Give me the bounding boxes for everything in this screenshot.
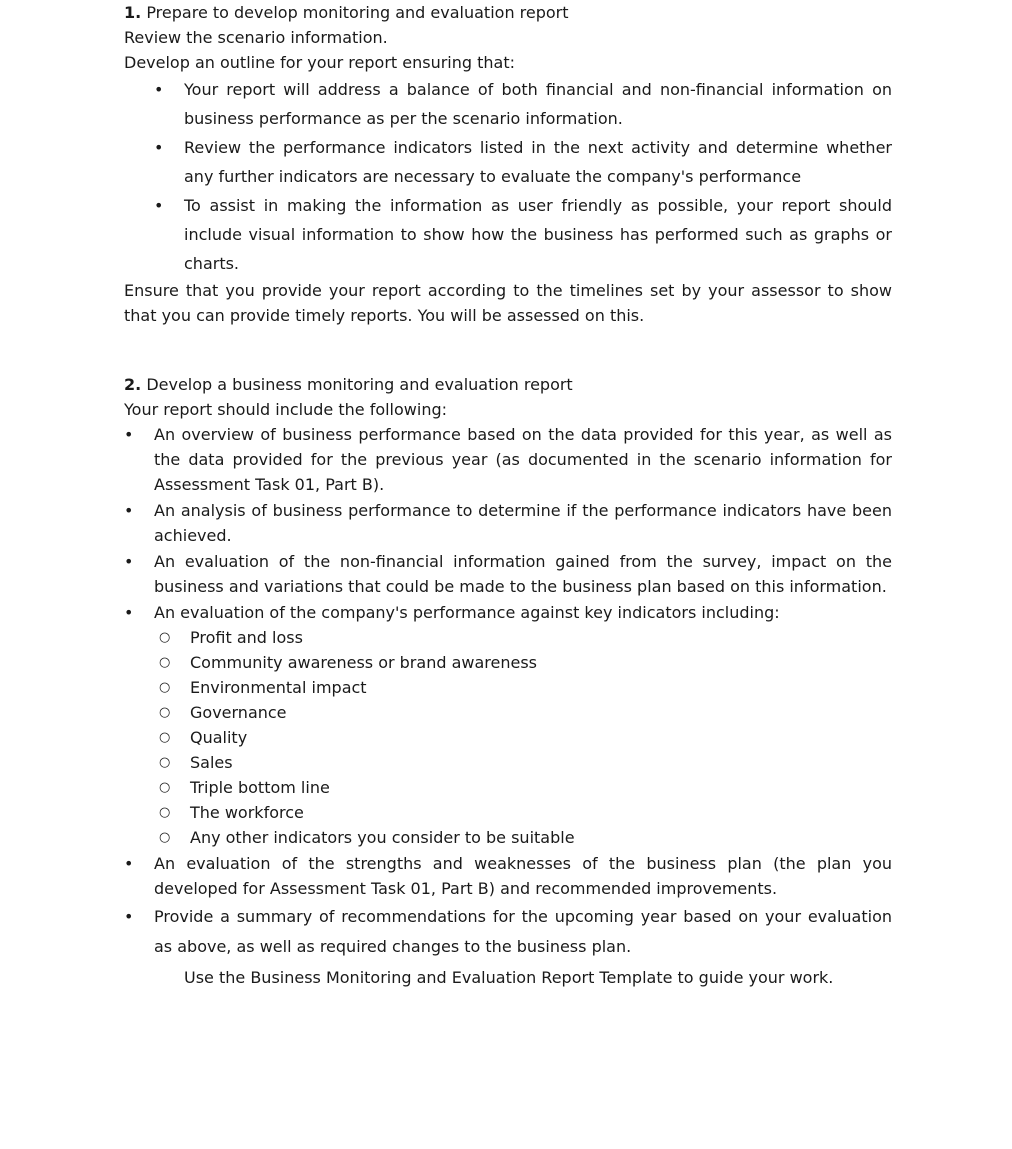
bullet-icon: •: [124, 854, 134, 873]
section-1-heading: [124, 0, 892, 25]
section-2-number: 2.: [124, 375, 142, 394]
indicator-item: [154, 775, 892, 800]
list-item-text: Your report will address a balance of both financial and non-financial information on business performance as per the scenario information.: [184, 80, 892, 128]
list-item: [124, 422, 892, 497]
section-2-intro: Your report should include the following:: [124, 400, 448, 419]
document-page: [124, 0, 892, 993]
indicator-text: Any other indicators you consider to be suitable: [190, 828, 575, 847]
list-item: [124, 75, 892, 133]
indicator-text: Profit and loss: [190, 628, 303, 647]
circle-bullet-icon: ○: [159, 830, 171, 845]
list-item-text: To assist in making the information as user friendly as possible, your report should include visual information to show how the business has performed such as graphs or charts.: [184, 196, 892, 273]
section-1-review-line: Review the scenario information.: [124, 28, 388, 47]
bullet-icon: •: [124, 907, 134, 926]
indicator-item: [154, 700, 892, 725]
indicator-list: [154, 625, 892, 850]
list-item: [124, 549, 892, 599]
circle-bullet-icon: ○: [159, 655, 171, 670]
section-1-bullet-list: [124, 75, 892, 278]
indicator-item: [154, 825, 892, 850]
bullet-icon: •: [124, 603, 134, 622]
indicator-text: Community awareness or brand awareness: [190, 653, 537, 672]
bullet-icon: •: [154, 196, 164, 215]
circle-bullet-icon: ○: [159, 780, 171, 795]
list-item-text: An overview of business performance based on the data provided for this year, as well as the data provided for the previous year (as documented in the scenario information for Assessment Task 01, Part B).: [154, 425, 892, 494]
section-2-title: Develop a business monitoring and evaluation report: [146, 375, 573, 394]
list-item-text: An evaluation of the company's performance against key indicators including:: [154, 603, 780, 622]
bullet-icon: •: [124, 425, 134, 444]
list-item: [124, 600, 892, 850]
circle-bullet-icon: ○: [159, 730, 171, 745]
indicator-text: Quality: [190, 728, 248, 747]
list-item: [124, 133, 892, 191]
indicator-text: Governance: [190, 703, 287, 722]
section-1-number: 1.: [124, 3, 142, 22]
indicator-item: [154, 725, 892, 750]
section-1-title: Prepare to develop monitoring and evaluation report: [146, 3, 569, 22]
indicator-item: [154, 750, 892, 775]
circle-bullet-icon: ○: [159, 630, 171, 645]
circle-bullet-icon: ○: [159, 680, 171, 695]
section-2-bullet-list: [124, 422, 892, 962]
indicator-item: [154, 800, 892, 825]
indicator-text: Sales: [190, 753, 233, 772]
circle-bullet-icon: ○: [159, 755, 171, 770]
bullet-icon: •: [154, 80, 164, 99]
section-2-heading: [124, 372, 892, 397]
list-item-text: Provide a summary of recommendations for the upcoming year based on your evaluation as above, as well as required changes to the business plan.: [154, 907, 892, 956]
circle-bullet-icon: ○: [159, 705, 171, 720]
indicator-item: [154, 625, 892, 650]
list-item: [124, 851, 892, 901]
section-1-closing: Ensure that you provide your report according to the timelines set by your assessor to show that you can provide timely reports. You will be assessed on this.: [124, 281, 892, 325]
bullet-icon: •: [124, 501, 134, 520]
indicator-text: Triple bottom line: [190, 778, 330, 797]
list-item: [124, 902, 892, 962]
circle-bullet-icon: ○: [159, 805, 171, 820]
section-1: [124, 0, 892, 328]
bullet-icon: •: [154, 138, 164, 157]
section-spacer: [124, 328, 892, 372]
list-item-text: An analysis of business performance to determine if the performance indicators have been achieved.: [154, 501, 892, 545]
indicator-item: [154, 650, 892, 675]
list-item-text: An evaluation of the strengths and weaknesses of the business plan (the plan you developed for Assessment Task 01, Part B) and recommended improvements.: [154, 854, 892, 898]
list-item-text: Review the performance indicators listed in the next activity and determine whether any further indicators are necessary to evaluate the company's performance: [184, 138, 892, 186]
section-1-outline-line: Develop an outline for your report ensuring that:: [124, 53, 515, 72]
section-2-closing: Use the Business Monitoring and Evaluation Report Template to guide your work.: [184, 968, 834, 987]
list-item: [124, 498, 892, 548]
list-item: [124, 191, 892, 278]
bullet-icon: •: [124, 552, 134, 571]
section-2: [124, 372, 892, 993]
list-item-text: An evaluation of the non-financial information gained from the survey, impact on the business and variations that could be made to the business plan based on this information.: [154, 552, 892, 596]
indicator-text: The workforce: [190, 803, 304, 822]
indicator-item: [154, 675, 892, 700]
indicator-text: Environmental impact: [190, 678, 367, 697]
